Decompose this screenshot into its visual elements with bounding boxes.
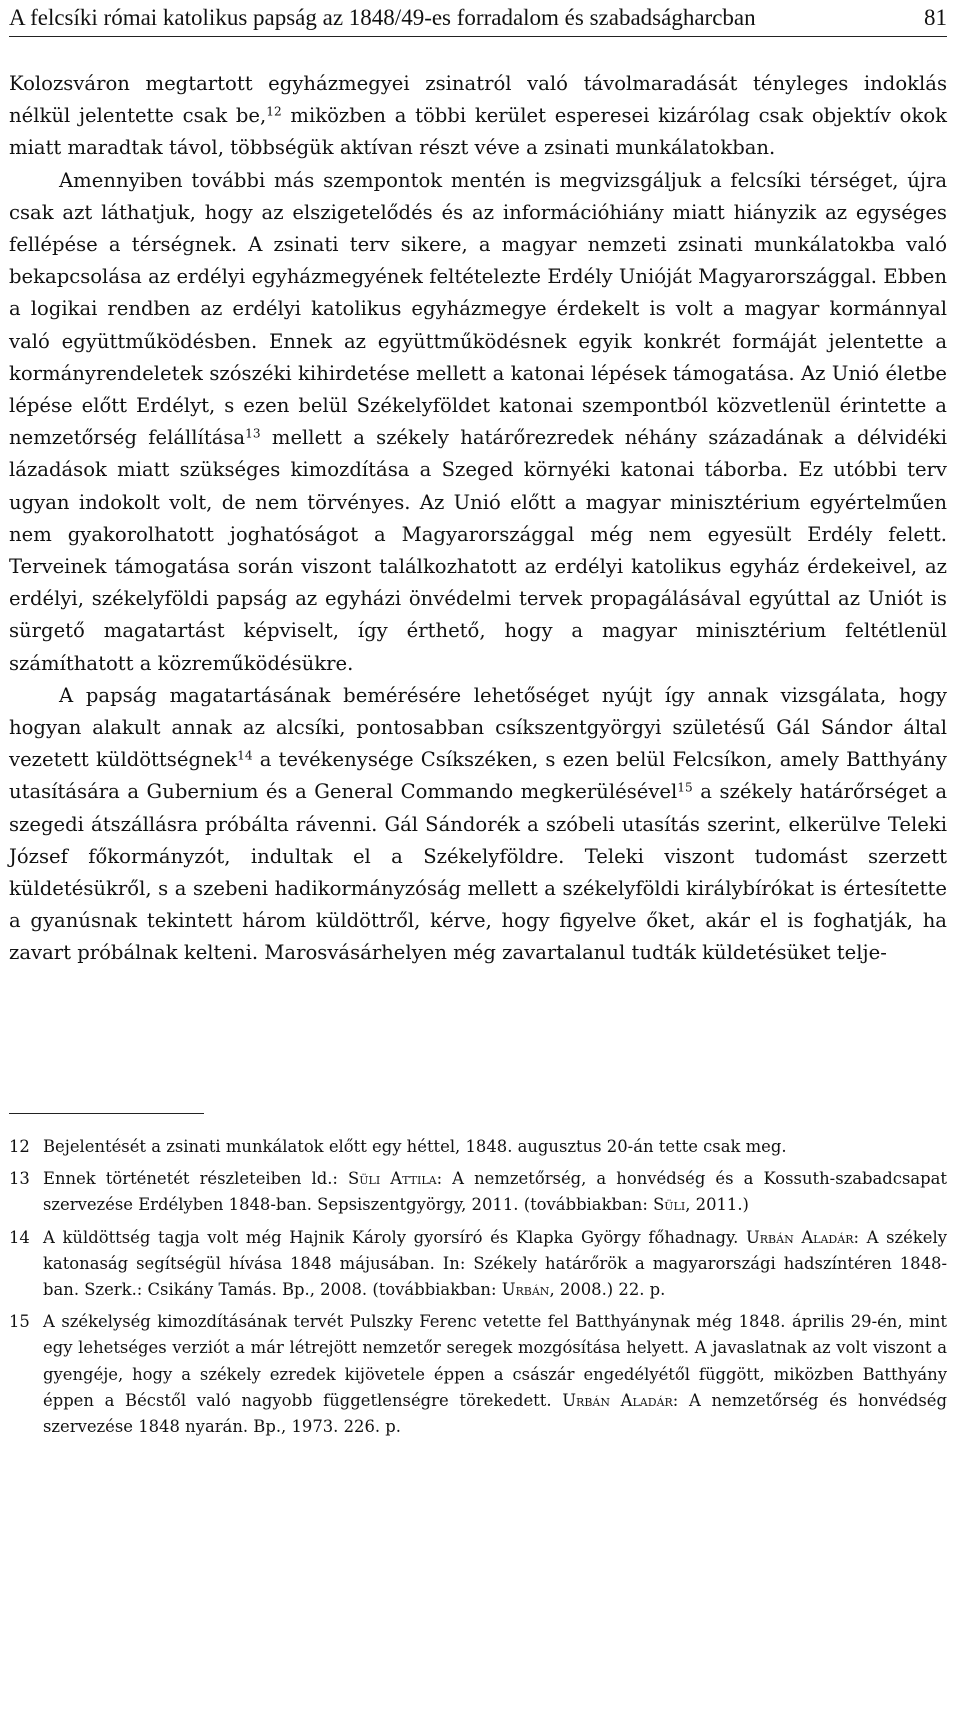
footnote-15: 15 A székelység kimozdításának tervét Pulszky Ferenc vetette fel Batthyánynak még 1848. április 29-én, mint egy lehetséges verziót a már létrejött nemzetőr seregek mozgósítása helyett. A javaslatnak az volt viszont a gyengéje, hogy a székely ezredek kijövetele éppen a császár engedélyétől függött, miközben Batthyány éppen a Bécstől való nagyobb függetlenségre törekedett. Urbán Aladár: A nemzetőrség és honvédség szervezése 1848 nyarán. Bp., 1973. 226. p. bbox=[9, 1309, 947, 1440]
author-name: Urbán Aladár bbox=[562, 1390, 673, 1410]
short-citation: Süli bbox=[653, 1195, 686, 1215]
body-paragraph-3: A papság magatartásának bemérésére lehetőséget nyújt így annak vizsgálata, hogy hogyan alakult annak az alcsíki, pontosabban csíkszentgyörgyi születésű Gál Sándor által vezetett küldöttségnek$^{14}$ a tevékenysége Csíkszéken, s ezen belül Felcsíkon, amely Batthyány utasítására a Gubernium és a General Commando megkerülésével$^{15}$ a székely határőrséget a szegedi átszállásra próbálta rávenni. Gál Sándorék a szóbeli utasítás szerint, elkerülve Teleki József főkormányzót, indultak el a Székelyföldre. Teleki viszont tudomást szerzett küldetésükről, s a szebeni hadikormányzóság mellett a székelyföldi királybírókat is értesítette a gyanúsnak tekintett három küldöttről, kérve, hogy figyelve őket, akár el is foghatják, ha zavart próbálnak kelteni. Marosvásárhelyen még zavartalanul tudták küldetésüket telje- bbox=[9, 683, 947, 965]
page-number: 81 bbox=[924, 5, 947, 30]
author-name: Urbán Aladár bbox=[745, 1227, 854, 1247]
footnote-text: Bejelentését a zsinati munkálatok előtt egy héttel, 1848. augusztus 20-án tette csak meg. bbox=[43, 1137, 787, 1156]
author-name: Süli Attila bbox=[348, 1169, 437, 1189]
header-rule bbox=[9, 36, 947, 37]
footnote-ref-14[interactable]: 14 bbox=[237, 748, 253, 763]
footnotes bbox=[9, 1134, 947, 1446]
footnote-number: 12 bbox=[9, 1137, 30, 1156]
footnote-14: 14 A küldöttség tagja volt még Hajnik Károly gyorsíró és Klapka György főhadnagy. Urbán Aladár: A székely katonaság segítségül hívása 1848 májusában. In: Székely határőrök a magyarországi hadszíntéren 1848-ban. Szerk.: Csikány Tamás. Bp., 2008. (továbbiakban: Urbán, 2008.) 22. p. bbox=[9, 1225, 947, 1304]
footnote-number: 15 bbox=[9, 1312, 30, 1332]
body-paragraph-2: Amennyiben további más szempontok mentén is megvizsgáljuk a felcsíki térséget, újra csak azt láthatjuk, hogy az elszigetelődés és az információhiány miatt hiányzik az egységes fellépése a térségnek. A zsinati terv sikere, a magyar nemzeti zsinati munkálatokba való bekapcsolása az erdélyi egyházmegyének feltételezte Erdély Unióját Magyarországgal. Ebben a logikai rendben az erdélyi katolikus egyházmegye érdekelt is volt a magyar kormánnyal való együttműködésben. Ennek az együttműködésnek egyik konkrét formáját jelentette a kormányrendeletek szószéki kihirdetése mellett a katonai lépések támogatása. Az Unió életbe lépése előtt Erdélyt, s ezen belül Székelyföldet katonai szempontból közvetlenül érintette a nemzetőrség felállítása$^{13}$ mellett a székely határőrezredek néhány századának a délvidéki lázadások miatt szükséges kimozdítása a Szeged környéki katonai táborba. Ez utóbbi terv ugyan indokolt volt, de nem törvényes. Az Unió előtt a magyar minisztérium egyértelműen nem gyakorolhatott joghatóságot a Magyarországgal még nem egyesült Erdély felett. Terveinek támogatása során viszont találkozhatott az erdélyi katolikus egyház érdekeivel, az erdélyi, székelyföldi papság az egyházi önvédelmi tervek propagálásával egyúttal az Uniót is sürgető magatartást képviselt, így érthető, hogy a magyar minisztérium feltétlenül számíthatott a közreműködésükre. bbox=[9, 168, 948, 675]
footnote-separator bbox=[9, 1113, 204, 1114]
short-citation: Urbán bbox=[501, 1280, 550, 1300]
running-header-title: A felcsíki római katolikus papság az 1848/49-es forradalom és szabadságharcban bbox=[9, 5, 756, 30]
footnote-13: 13 Ennek történetét részleteiben ld.: Süli Attila: A nemzetőrség, a honvédség és a Kossuth-szabadcsapat szervezése Erdélyben 1848-ban. Sepsiszentgyörgy, 2011. (továbbiakban: Süli, 2011.) bbox=[9, 1166, 947, 1218]
footnote-number: 13 bbox=[9, 1169, 30, 1189]
footnote-12 bbox=[9, 1134, 947, 1160]
running-header bbox=[9, 1, 947, 35]
body-paragraph-1: Kolozsváron megtartott egyházmegyei zsinatról való távolmaradását tényleges indoklás nélkül jelentette csak be,$^{12}$ miközben a többi kerület esperesei kizárólag csak objektív okok miatt maradtak távol, többségük aktívan részt véve a zsinati munkálatokban. bbox=[9, 72, 947, 160]
body-text bbox=[9, 68, 947, 970]
footnote-ref-13[interactable]: 13 bbox=[245, 426, 261, 441]
document-page bbox=[9, 0, 947, 1712]
footnote-number: 14 bbox=[9, 1227, 30, 1247]
footnote-ref-12[interactable]: 12 bbox=[266, 104, 282, 119]
footnote-ref-15[interactable]: 15 bbox=[677, 780, 693, 795]
